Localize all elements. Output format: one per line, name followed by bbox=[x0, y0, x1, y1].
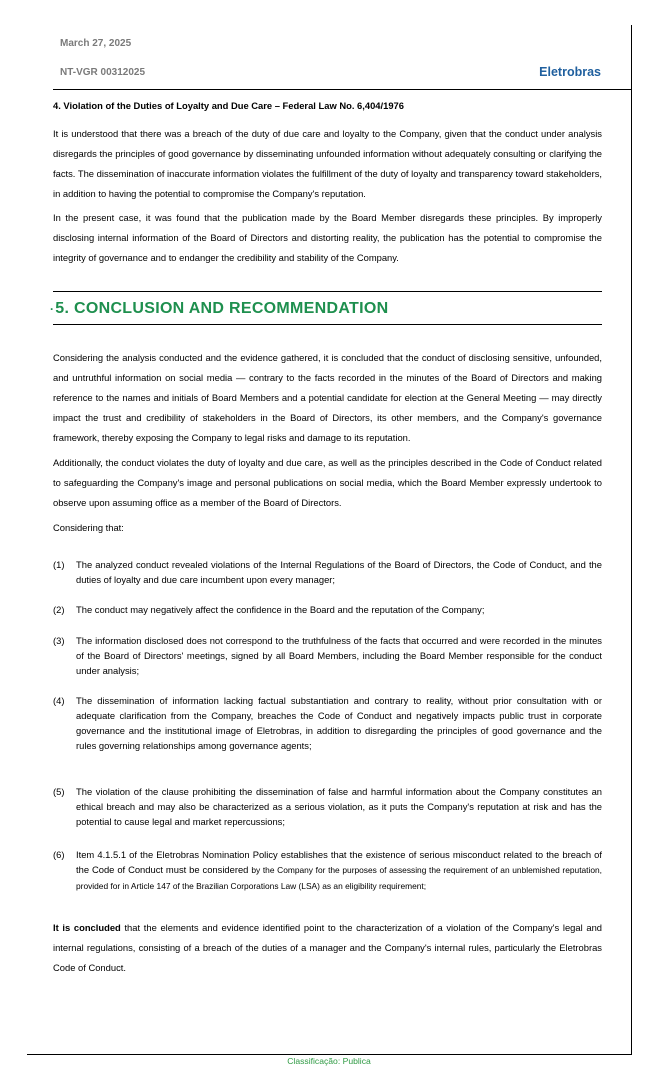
brand-logo-text: Eletrobras bbox=[539, 65, 601, 79]
list-item-text: The violation of the clause prohibiting the dissemination of false and harmful information about the Company constitutes an ethical breach and may also be characterized as a serious violation, as it puts the Company's reputation at risk and has the potential to cause legal and market repercussions; bbox=[76, 786, 602, 827]
list-item-text: The analyzed conduct revealed violations of the Internal Regulations of the Board of Directors, the Code of Conduct, and the duties of loyalty and due care incumbent upon every manager; bbox=[76, 559, 602, 585]
list-item-number: (1) bbox=[53, 559, 65, 570]
list-item-text: The information disclosed does not correspond to the truthfulness of the facts that occurred and were recorded in the minutes of the Board of Directors' meetings, signed by all Board Members, including the Board Member responsible for the conduct under analysis; bbox=[76, 635, 602, 676]
footer-classification: Classificação: Publica bbox=[287, 1056, 371, 1066]
list-item-text: The conduct may negatively affect the confidence in the Board and the reputation of the Company; bbox=[76, 604, 485, 615]
list-item-number: (5) bbox=[53, 786, 65, 797]
header-doc-id: NT-VGR 00312025 bbox=[60, 67, 146, 78]
section5-bottom-rule bbox=[53, 324, 602, 325]
list-item bbox=[53, 557, 602, 587]
conclusion-rest: that the elements and evidence identified point to the characterization of a violation of the Company's legal and internal regulations, consisting of a breach of the duties of a manager and the Company's internal rules, particularly the Eletrobras Code of Conduct. bbox=[53, 922, 602, 973]
considering-label: Considering that: bbox=[53, 522, 124, 533]
section5-heading-text: 5. CONCLUSION AND RECOMMENDATION bbox=[55, 300, 389, 317]
list-item-text-small: by the Company for the purposes of assessing the requirement of an unblemished reputation, provided for in Article 147 of the Brazilian Corporations Law (LSA) as an eligibility requirement; bbox=[76, 865, 603, 891]
section5-paragraph-1: Considering the analysis conducted and the evidence gathered, it is concluded that the conduct of disclosing sensitive, unfounded, and untruthful information on social media — contrary to the facts recorded in the minutes of the Board of Directors and making reference to the names and initials of Board Members and a potential candidate for election at the General Meeting — may directly impact the trust and credibility of stakeholders in the Board of Directors, its other members, and the Company's governance framework, thereby exposing the Company to legal risks and damage to its reputation. bbox=[53, 352, 602, 443]
section5-heading bbox=[50, 300, 388, 318]
list-item-text: The dissemination of information lacking factual substantiation and contrary to reality, without prior consultation with or adequate clarification from the Company, breaches the Code of Conduct and negatively impacts public trust in corporate governance and the institutional image of Eletrobras, in addition to disregarding the principles of good governance and the rules governing relationships among governance agents; bbox=[76, 695, 602, 751]
section5-top-rule bbox=[53, 291, 602, 292]
section4-title: 4. Violation of the Duties of Loyalty and Due Care – Federal Law No. 6,404/1976 bbox=[53, 100, 404, 111]
header-divider bbox=[53, 89, 631, 90]
list-item-number: (3) bbox=[53, 635, 65, 646]
list-item bbox=[53, 693, 602, 753]
section4-paragraph-2: In the present case, it was found that the publication made by the Board Member disregards these principles. By improperly disclosing internal information of the Board of Directors and distorting reality, the publication has the potential to compromise the integrity of governance and to endanger the credibility and stability of the Company. bbox=[53, 212, 602, 263]
list-item-text: Item 4.1.5.1 of the Eletrobras Nomination Policy establishes that the existence of serious misconduct related to the breach of the Code of Conduct must be considered bbox=[76, 849, 602, 875]
list-item bbox=[53, 784, 602, 829]
list-item-text-wrapper bbox=[76, 847, 602, 894]
list-item-number: (6) bbox=[53, 849, 65, 860]
header-date: March 27, 2025 bbox=[60, 38, 132, 49]
list-item bbox=[53, 633, 602, 678]
section5-paragraph-2: Additionally, the conduct violates the duty of loyalty and due care, as well as the principles described in the Code of Conduct related to safeguarding the Company's image and personal publications on social media, which the Board Member expressly undertook to observe upon assuming office as a member of the Board of Directors. bbox=[53, 457, 602, 508]
list-item-number: (2) bbox=[53, 604, 65, 615]
list-item bbox=[53, 847, 602, 894]
conclusion-bold-lead: It is concluded bbox=[53, 922, 121, 933]
list-item-number: (4) bbox=[53, 695, 65, 706]
conclusion-paragraph bbox=[53, 918, 602, 978]
section4-paragraph-1: It is understood that there was a breach of the duty of due care and loyalty to the Company, given that the conduct under analysis disregards the principles of good governance by disseminating unfounded information without adequately consulting or clarifying the facts. The dissemination of inaccurate information violates the fulfillment of the duty of loyalty and transparency toward stakeholders, in addition to having the potential to compromise the Company's reputation. bbox=[53, 128, 602, 199]
bullet-mark-icon: · bbox=[50, 302, 55, 316]
list-item bbox=[53, 602, 602, 617]
